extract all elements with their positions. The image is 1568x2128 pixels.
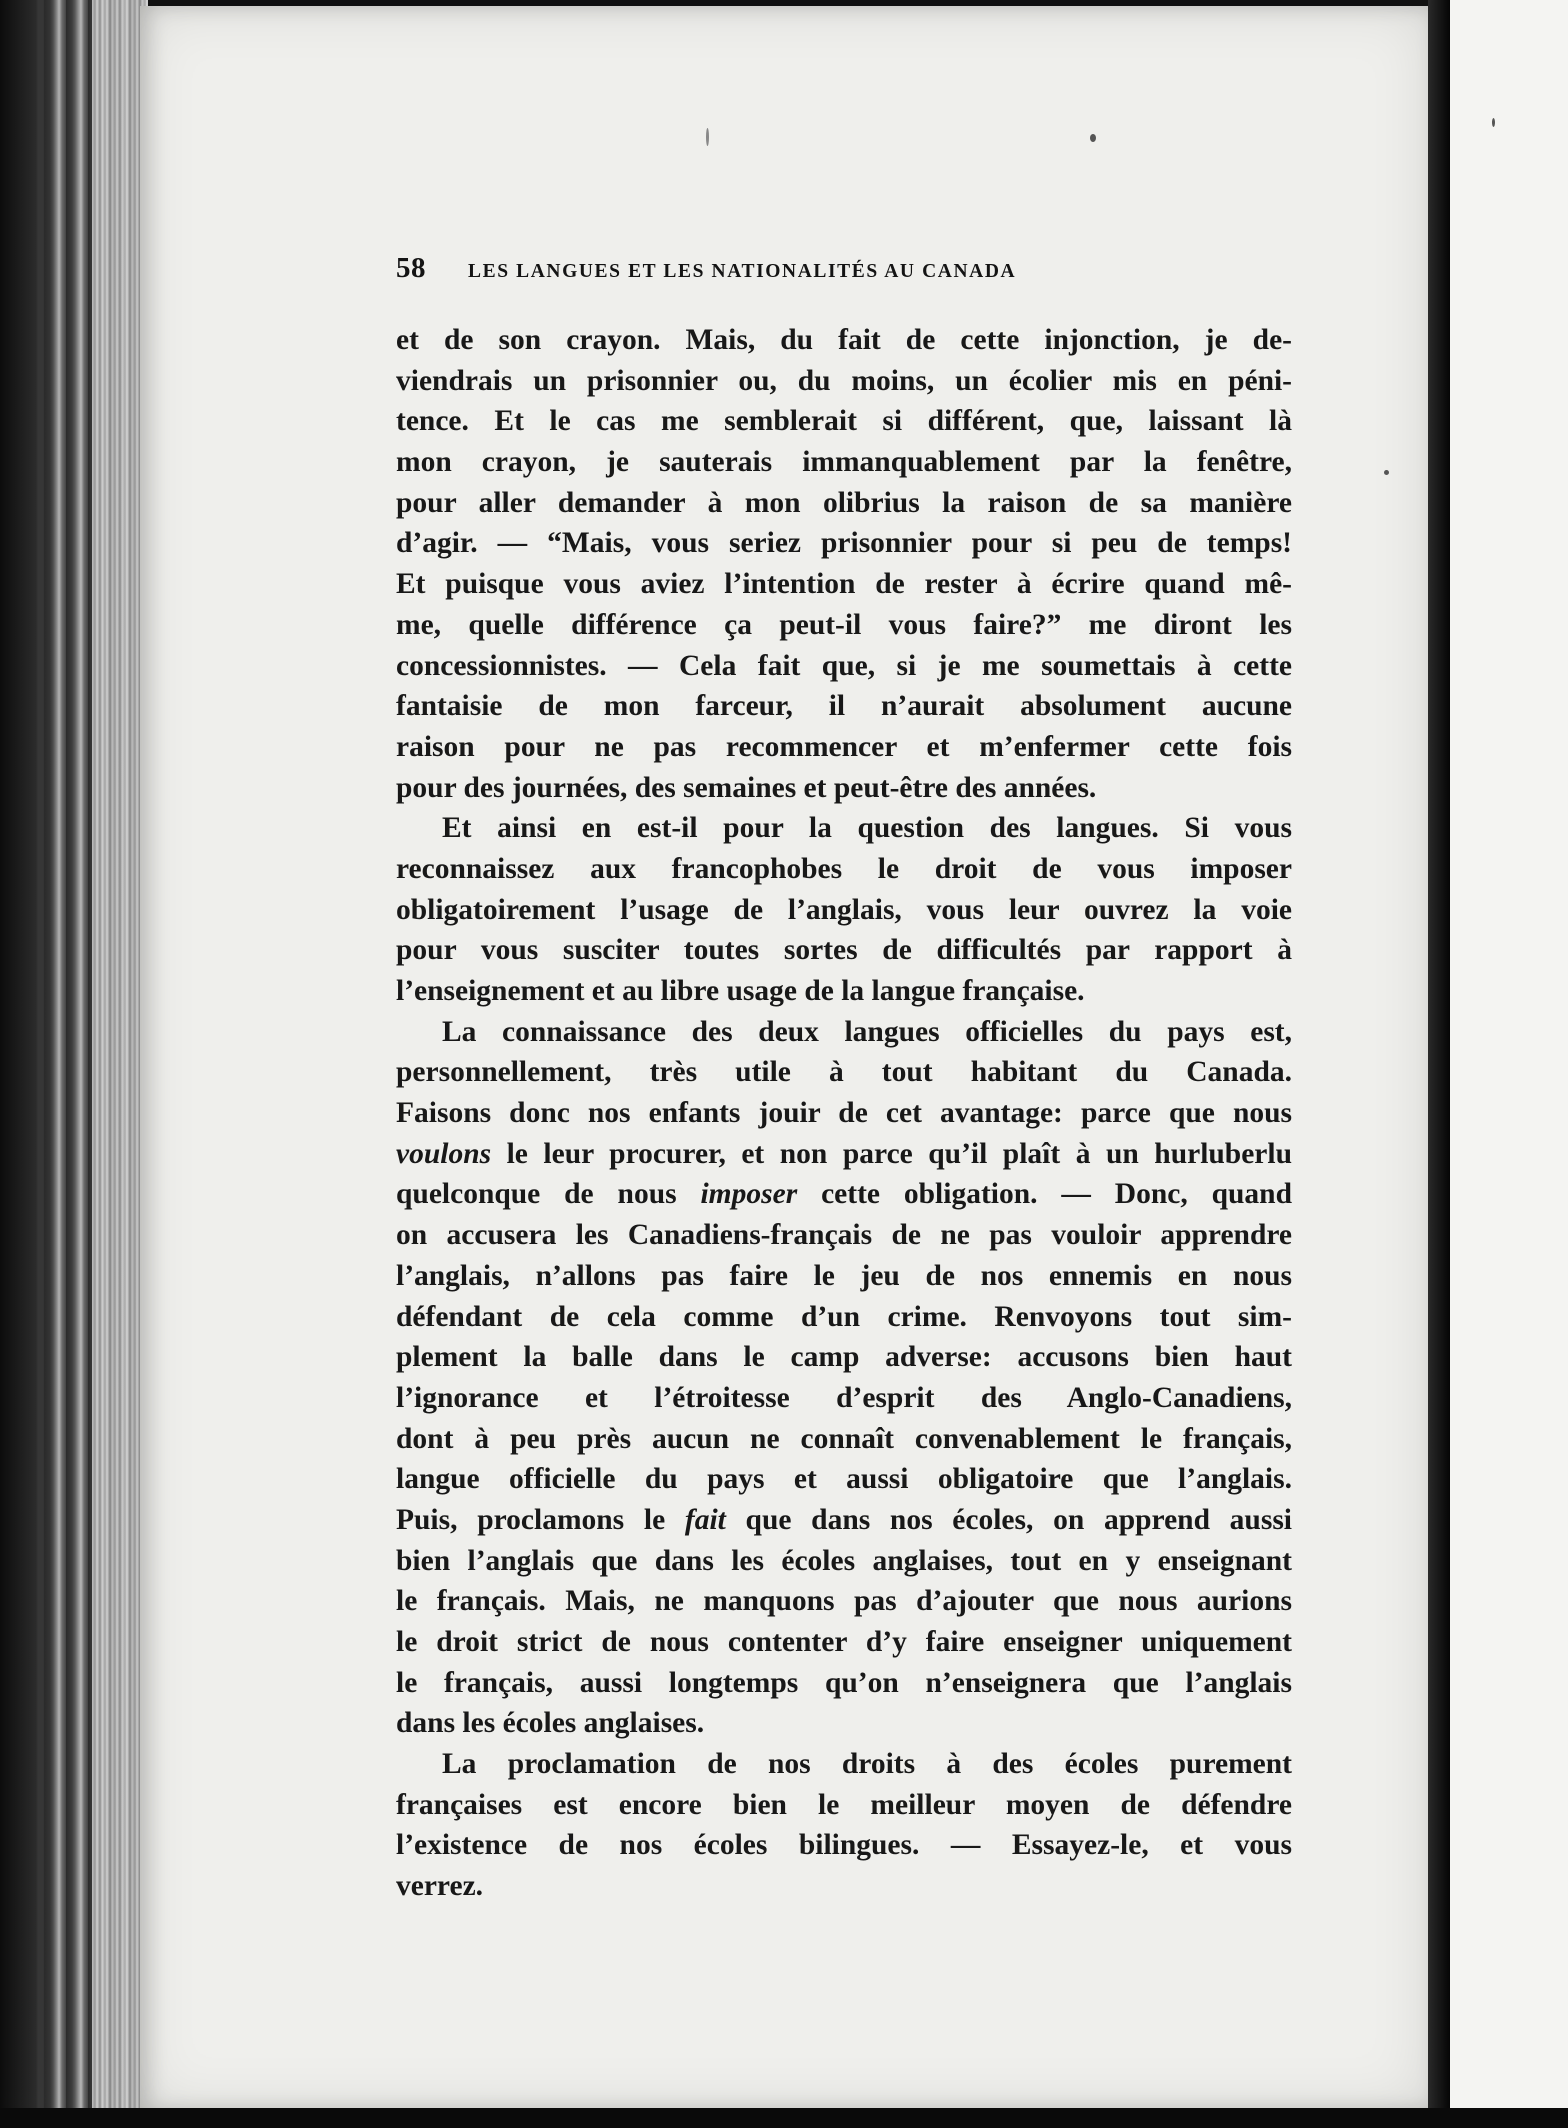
text-line [396, 768, 1292, 809]
running-title: LES LANGUES ET LES NATIONALITÉS AU CANADA [468, 261, 1017, 282]
line-text: pour aller demander à mon olibrius la raison de sa manière [396, 486, 1292, 519]
line-text: concessionnistes. — Cela fait que, si je me soumettais à cette [396, 649, 1292, 682]
line-text: d’agir. — “Mais, vous seriez prisonnier pour si peu de temps! [396, 527, 1292, 560]
paragraph [396, 1744, 1292, 1907]
line-text: Faisons donc nos enfants jouir de cet avantage: parce que nous [396, 1097, 1292, 1130]
text-line [396, 1337, 1292, 1378]
facing-page-strip [1450, 0, 1568, 2128]
text-line [396, 1215, 1292, 1256]
line-text: me, quelle différence ça peut-il vous faire?” me diront les [396, 608, 1292, 641]
line-text: le droit strict de nous contenter d’y faire enseigner uniquement [396, 1626, 1292, 1658]
text-line [396, 564, 1292, 605]
line-text: défendant de cela comme d’un crime. Renvoyons tout sim- [396, 1300, 1292, 1333]
text-line [396, 1866, 1292, 1907]
text-line [396, 1052, 1292, 1093]
text-line [396, 1378, 1292, 1419]
text-line [396, 361, 1292, 402]
text-line [396, 1663, 1292, 1704]
text-line [396, 686, 1292, 727]
line-text: quelconque de nous [396, 1178, 701, 1211]
line-text: on accusera les Canadiens-français de ne pas vouloir apprendre [396, 1219, 1292, 1252]
text-line [396, 1500, 1292, 1541]
text-line [396, 1256, 1292, 1297]
text-line [396, 930, 1292, 971]
binding-shadow [0, 0, 60, 2128]
page-gutter-right [1428, 0, 1450, 2128]
text-line [396, 1174, 1292, 1215]
text-line [396, 1297, 1292, 1338]
italic-word: voulons [396, 1137, 492, 1170]
text-line [396, 1703, 1292, 1744]
text-line [396, 890, 1292, 931]
page-number: 58 [396, 252, 426, 284]
text-line [396, 320, 1292, 361]
text-line [396, 523, 1292, 564]
line-text: personnellement, très utile à tout habitant du Canada. [396, 1056, 1292, 1089]
line-text: langue officielle du pays et aussi obligatoire que l’anglais. [396, 1463, 1292, 1496]
text-line [396, 1419, 1292, 1460]
text-line [396, 442, 1292, 483]
ink-speck [706, 128, 709, 146]
line-text: viendrais un prisonnier ou, du moins, un écolier mis en péni- [396, 364, 1292, 397]
text-line [396, 1785, 1292, 1826]
paragraph [396, 320, 1292, 808]
line-text: l’ignorance et l’étroitesse d’esprit des Anglo-Canadiens, [396, 1381, 1292, 1414]
line-text: cette obligation. — Donc, quand [797, 1178, 1292, 1211]
text-line [396, 1459, 1292, 1500]
line-text: dont à peu près aucun ne connaît convenablement le français, [396, 1422, 1292, 1455]
text-line [396, 483, 1292, 524]
text-line [396, 1541, 1292, 1582]
line-text: dans les écoles anglaises. [396, 1707, 705, 1740]
text-line [396, 849, 1292, 890]
line-text: que dans nos écoles, on apprend aussi [725, 1503, 1292, 1536]
running-head [396, 252, 1296, 292]
line-text: plement la balle dans le camp adverse: accusons bien haut [396, 1341, 1292, 1374]
body-text [396, 320, 1292, 1907]
line-text: pour des journées, des semaines et peut-être des années. [396, 771, 1097, 804]
line-text: reconnaissez aux francophobes le droit de vous imposer [396, 852, 1292, 885]
line-text: Puis, proclamons le [396, 1503, 685, 1536]
line-text: obligatoirement l’usage de l’anglais, vous leur ouvrez la voie [396, 893, 1292, 926]
italic-word: fait [684, 1503, 726, 1536]
text-line [396, 1093, 1292, 1134]
text-line [396, 1012, 1292, 1053]
text-line [396, 646, 1292, 687]
line-text: La connaissance des deux langues officielles du pays est, [442, 1015, 1292, 1048]
text-line [396, 401, 1292, 442]
line-text: le leur procurer, et non parce qu’il plaît à un hurluberlu [491, 1137, 1292, 1170]
ink-speck [1384, 470, 1389, 475]
line-text: l’enseignement et au libre usage de la langue française. [396, 975, 1085, 1007]
bottom-edge [0, 2108, 1568, 2128]
text-line [396, 1134, 1292, 1175]
italic-word: imposer [700, 1178, 798, 1211]
text-line [396, 971, 1292, 1012]
line-text: fantaisie de mon farceur, il n’aurait absolument aucune [396, 690, 1292, 723]
line-text: le français. Mais, ne manquons pas d’ajouter que nous aurions [396, 1585, 1292, 1618]
text-line [396, 808, 1292, 849]
text-line [396, 1622, 1292, 1663]
text-line [396, 1825, 1292, 1866]
line-text: mon crayon, je sauterais immanquablement par la fenêtre, [396, 446, 1292, 479]
line-text: bien l’anglais que dans les écoles anglaises, tout en y enseignant [396, 1544, 1292, 1577]
line-text: verrez. [396, 1870, 484, 1903]
ink-speck [1090, 134, 1096, 142]
text-line [396, 1744, 1292, 1785]
line-text: le français, aussi longtemps qu’on n’enseignera que l’anglais [396, 1666, 1292, 1699]
text-line [396, 727, 1292, 768]
line-text: l’existence de nos écoles bilingues. — Essayez-le, et vous [396, 1829, 1292, 1862]
paragraph [396, 1012, 1292, 1744]
line-text: françaises est encore bien le meilleur moyen de défendre [396, 1788, 1292, 1821]
ink-speck [1492, 118, 1495, 127]
line-text: pour vous susciter toutes sortes de difficultés par rapport à [396, 934, 1292, 967]
line-text: tence. Et le cas me semblerait si différent, que, laissant là [396, 405, 1292, 438]
line-text: Et ainsi en est-il pour la question des langues. Si vous [442, 812, 1292, 845]
line-text: l’anglais, n’allons pas faire le jeu de nos ennemis en nous [396, 1259, 1292, 1292]
line-text: raison pour ne pas recommencer et m’enfermer cette fois [396, 730, 1292, 763]
line-text: Et puisque vous aviez l’intention de rester à écrire quand mê- [396, 568, 1292, 601]
text-line [396, 1581, 1292, 1622]
text-line [396, 605, 1292, 646]
line-text: La proclamation de nos droits à des écoles purement [442, 1748, 1292, 1781]
paragraph [396, 808, 1292, 1011]
line-text: et de son crayon. Mais, du fait de cette injonction, je de- [396, 324, 1292, 356]
